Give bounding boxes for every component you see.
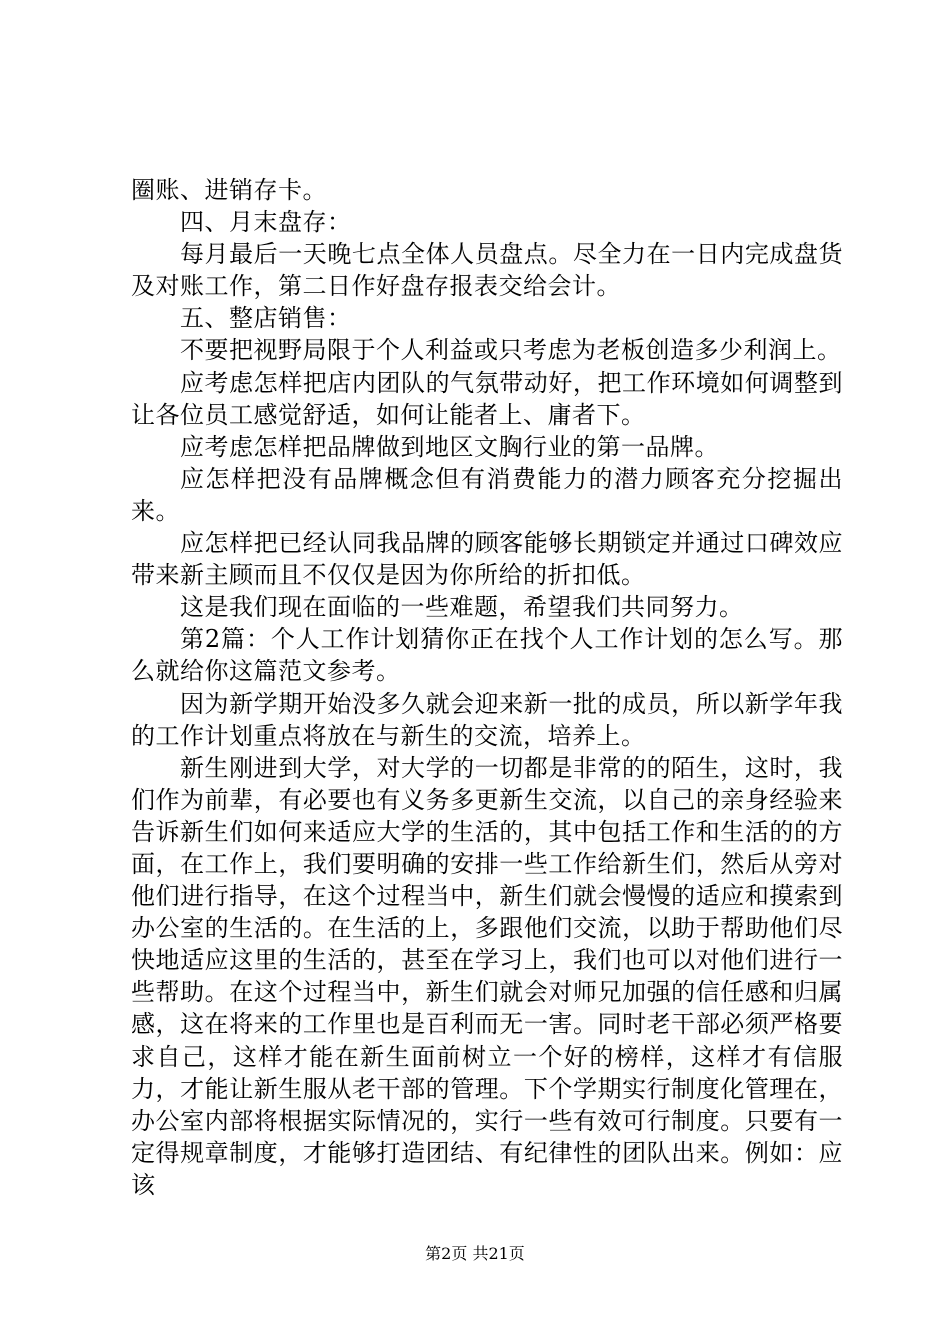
paragraph: 应考虑怎样把品牌做到地区文胸行业的第一品牌。 — [180, 432, 719, 461]
paragraph: 每月最后一天晚七点全体人员盘点。尽全力在一日内完成盘货及对账工作，第二日作好盘存报表交给会计。 — [131, 240, 843, 301]
paragraph: 应考虑怎样把店内团队的气氛带动好，把工作环境如何调整到让各位员工感觉舒适，如何让能者上、庸者下。 — [131, 368, 843, 429]
paragraph: 应怎样把没有品牌概念但有消费能力的潜力顾客充分挖掘出来。 — [131, 464, 843, 525]
paragraph: 不要把视野局限于个人利益或只考虑为老板创造多少利润上。 — [180, 336, 842, 365]
paragraph: 新生刚进到大学，对大学的一切都是非常的的陌生，这时，我们作为前辈，有必要也有义务多更新生交流，以自己的亲身经验来告诉新生们如何来适应大学的生活的，其中包括工作和生活的的方面，在工作上，我们要明确的安排一些工作给新生们，然后从旁对他们进行指导，在这个过程当中，新生们就会慢慢的适应和摸索到办公室的生活的。在生活的上，多跟他们交流，以助于帮助他们尽快地适应这里的生活的，甚至在学习上，我们也可以对他们进行一些帮助。在这个过程当中，新生们就会对师兄加强的信任感和归属感，这在将来的工作里也是百利而无一害。同时老干部必须严格要求自己，这样才能在新生面前树立一个好的榜样，这样才有信服力，才能让新生服从老干部的管理。下个学期实行制度化管理在，办公室内部将根据实际情况的，实行一些有效可行制度。只要有一定得规章制度，才能够打造团结、有纪律性的团队出来。例如：应该 — [131, 753, 843, 1199]
paragraph: 因为新学期开始没多久就会迎来新一批的成员，所以新学年我的工作计划重点将放在与新生的交流，培养上。 — [131, 689, 843, 750]
section-heading: 五、整店销售： — [180, 304, 352, 333]
section-heading: 四、月末盘存： — [180, 208, 352, 237]
paragraph: 圈账、进销存卡。 — [131, 176, 327, 204]
paragraph: 第2篇：个人工作计划猜你正在找个人工作计划的怎么写。那么就给你这篇范文参考。 — [131, 625, 843, 686]
document-body — [131, 174, 843, 1201]
paragraph: 这是我们现在面临的一些难题，希望我们共同努力。 — [180, 593, 744, 622]
page-number-footer: 第2页 共21页 — [425, 1244, 525, 1263]
paragraph: 应怎样把已经认同我品牌的顾客能够长期锁定并通过口碑效应带来新主顾而且不仅仅是因为你所给的折扣低。 — [131, 529, 843, 590]
